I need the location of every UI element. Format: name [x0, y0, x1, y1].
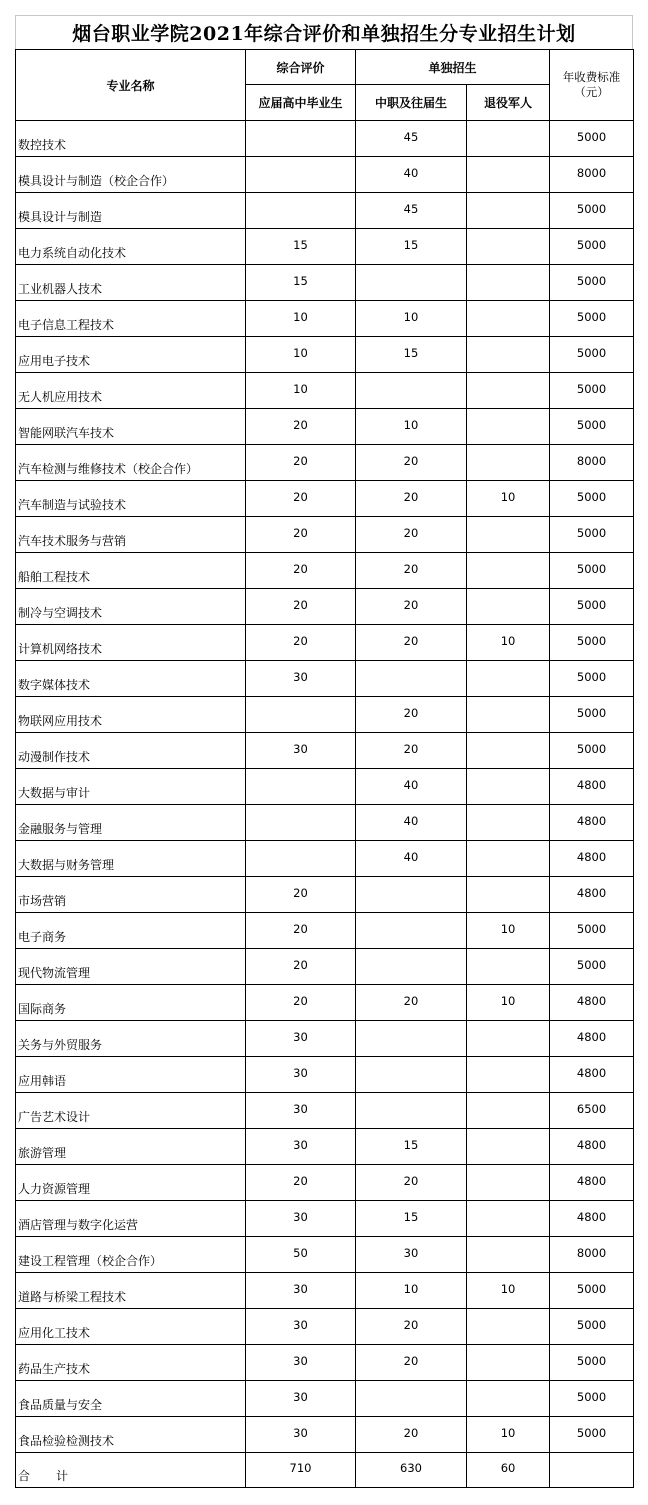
page-title: 烟台职业学院2021年综合评价和单独招生分专业招生计划: [72, 23, 576, 45]
veterans-cell: [467, 1201, 550, 1237]
table-row: [16, 445, 634, 481]
header-hs-grads: 应届高中毕业生: [246, 85, 356, 121]
voc-grads-cell: 20: [356, 733, 467, 769]
major-name-cell: 物联网应用技术: [16, 697, 246, 733]
fee-cell: 8000: [550, 1237, 634, 1273]
table-row: [16, 229, 634, 265]
voc-grads-cell: 20: [356, 445, 467, 481]
fee-cell: 4800: [550, 841, 634, 877]
major-name-cell: 制冷与空调技术: [16, 589, 246, 625]
fee-cell: 5000: [550, 1273, 634, 1309]
major-name-cell: 计算机网络技术: [16, 625, 246, 661]
veterans-cell: [467, 445, 550, 481]
voc-grads-cell: 45: [356, 121, 467, 157]
table-row: [16, 697, 634, 733]
fee-cell: 5000: [550, 265, 634, 301]
fee-cell: 5000: [550, 697, 634, 733]
table-row: [16, 1165, 634, 1201]
voc-grads-cell: [356, 877, 467, 913]
comprehensive-cell: 15: [246, 265, 356, 301]
comprehensive-cell: 15: [246, 229, 356, 265]
table-row: [16, 625, 634, 661]
voc-grads-cell: 20: [356, 697, 467, 733]
table-row: [16, 1237, 634, 1273]
major-name-cell: 电子商务: [16, 913, 246, 949]
veterans-cell: 10: [467, 625, 550, 661]
table-row: [16, 1417, 634, 1453]
comprehensive-cell: 10: [246, 337, 356, 373]
veterans-cell: [467, 661, 550, 697]
comprehensive-cell: 30: [246, 1417, 356, 1453]
comprehensive-cell: [246, 805, 356, 841]
veterans-cell: [467, 769, 550, 805]
major-name-cell: 市场营销: [16, 877, 246, 913]
comprehensive-cell: 20: [246, 409, 356, 445]
veterans-cell: [467, 589, 550, 625]
veterans-cell: [467, 157, 550, 193]
voc-grads-cell: 10: [356, 409, 467, 445]
major-name-cell: 现代物流管理: [16, 949, 246, 985]
table-body: [16, 121, 634, 1488]
fee-cell: 5000: [550, 733, 634, 769]
major-name-cell: 广告艺术设计: [16, 1093, 246, 1129]
veterans-cell: 10: [467, 913, 550, 949]
fee-cell: 5000: [550, 229, 634, 265]
fee-cell: 5000: [550, 409, 634, 445]
total-row: [16, 1453, 634, 1488]
header-fee-line2: （元）: [574, 85, 609, 99]
total-fee: [550, 1453, 634, 1488]
header-veterans: 退役军人: [467, 85, 550, 121]
comprehensive-cell: 20: [246, 517, 356, 553]
fee-cell: 5000: [550, 517, 634, 553]
voc-grads-cell: 20: [356, 517, 467, 553]
total-voc: 630: [356, 1453, 467, 1488]
comprehensive-cell: 50: [246, 1237, 356, 1273]
fee-cell: 5000: [550, 553, 634, 589]
table-row: [16, 661, 634, 697]
voc-grads-cell: 40: [356, 769, 467, 805]
total-comprehensive: 710: [246, 1453, 356, 1488]
voc-grads-cell: 40: [356, 841, 467, 877]
comprehensive-cell: 20: [246, 913, 356, 949]
comprehensive-cell: 20: [246, 589, 356, 625]
enrollment-plan-table: [15, 49, 634, 1488]
voc-grads-cell: 45: [356, 193, 467, 229]
veterans-cell: [467, 805, 550, 841]
major-name-cell: 酒店管理与数字化运营: [16, 1201, 246, 1237]
fee-cell: 5000: [550, 481, 634, 517]
table-row: [16, 157, 634, 193]
total-label-1: 合: [18, 1469, 31, 1483]
fee-cell: 4800: [550, 877, 634, 913]
veterans-cell: [467, 409, 550, 445]
major-name-cell: 汽车技术服务与营销: [16, 517, 246, 553]
fee-cell: 5000: [550, 337, 634, 373]
fee-cell: 5000: [550, 913, 634, 949]
comprehensive-cell: 30: [246, 1381, 356, 1417]
voc-grads-cell: 20: [356, 481, 467, 517]
header-comprehensive: 综合评价: [246, 50, 356, 85]
major-name-cell: 金融服务与管理: [16, 805, 246, 841]
major-name-cell: 关务与外贸服务: [16, 1021, 246, 1057]
header-single: 单独招生: [356, 50, 550, 85]
table-row: [16, 949, 634, 985]
comprehensive-cell: 20: [246, 553, 356, 589]
veterans-cell: [467, 697, 550, 733]
veterans-cell: [467, 1381, 550, 1417]
table-row: [16, 301, 634, 337]
major-name-cell: 汽车制造与试验技术: [16, 481, 246, 517]
table-row: [16, 805, 634, 841]
fee-cell: 6500: [550, 1093, 634, 1129]
fee-cell: 4800: [550, 1201, 634, 1237]
major-name-cell: 应用化工技术: [16, 1309, 246, 1345]
voc-grads-cell: [356, 913, 467, 949]
table-row: [16, 1129, 634, 1165]
veterans-cell: [467, 1309, 550, 1345]
table-row: [16, 589, 634, 625]
veterans-cell: [467, 1021, 550, 1057]
fee-cell: 5000: [550, 1309, 634, 1345]
veterans-cell: 10: [467, 985, 550, 1021]
fee-cell: 5000: [550, 661, 634, 697]
header-fee: [550, 50, 634, 121]
veterans-cell: 10: [467, 1417, 550, 1453]
comprehensive-cell: [246, 121, 356, 157]
voc-grads-cell: [356, 949, 467, 985]
veterans-cell: [467, 1129, 550, 1165]
fee-cell: 5000: [550, 193, 634, 229]
table-row: [16, 1273, 634, 1309]
table-row: [16, 517, 634, 553]
voc-grads-cell: 40: [356, 157, 467, 193]
table-row: [16, 1381, 634, 1417]
voc-grads-cell: [356, 1381, 467, 1417]
major-name-cell: 工业机器人技术: [16, 265, 246, 301]
fee-cell: 4800: [550, 1129, 634, 1165]
table-row: [16, 769, 634, 805]
comprehensive-cell: 20: [246, 877, 356, 913]
table-row: [16, 553, 634, 589]
comprehensive-cell: 30: [246, 1021, 356, 1057]
voc-grads-cell: [356, 373, 467, 409]
comprehensive-cell: 30: [246, 1345, 356, 1381]
fee-cell: 5000: [550, 373, 634, 409]
table-row: [16, 1021, 634, 1057]
veterans-cell: [467, 517, 550, 553]
title-box: [15, 15, 633, 49]
fee-cell: 5000: [550, 121, 634, 157]
total-label: [16, 1453, 246, 1488]
major-name-cell: 食品质量与安全: [16, 1381, 246, 1417]
table-row: [16, 1201, 634, 1237]
header-voc-grads: 中职及往届生: [356, 85, 467, 121]
voc-grads-cell: 10: [356, 301, 467, 337]
table-row: [16, 1093, 634, 1129]
voc-grads-cell: 20: [356, 985, 467, 1021]
fee-cell: 5000: [550, 625, 634, 661]
table-header: [16, 50, 634, 121]
comprehensive-cell: 20: [246, 481, 356, 517]
voc-grads-cell: [356, 1057, 467, 1093]
voc-grads-cell: 20: [356, 625, 467, 661]
table-row: [16, 877, 634, 913]
veterans-cell: 10: [467, 1273, 550, 1309]
major-name-cell: 食品检验检测技术: [16, 1417, 246, 1453]
veterans-cell: [467, 949, 550, 985]
table-row: [16, 1309, 634, 1345]
table-row: [16, 121, 634, 157]
voc-grads-cell: 10: [356, 1273, 467, 1309]
voc-grads-cell: [356, 1093, 467, 1129]
major-name-cell: 模具设计与制造（校企合作）: [16, 157, 246, 193]
table-row: [16, 265, 634, 301]
comprehensive-cell: 10: [246, 301, 356, 337]
major-name-cell: 动漫制作技术: [16, 733, 246, 769]
fee-cell: 4800: [550, 1165, 634, 1201]
major-name-cell: 旅游管理: [16, 1129, 246, 1165]
major-name-cell: 电力系统自动化技术: [16, 229, 246, 265]
major-name-cell: 大数据与审计: [16, 769, 246, 805]
voc-grads-cell: 20: [356, 1309, 467, 1345]
comprehensive-cell: 20: [246, 949, 356, 985]
voc-grads-cell: 15: [356, 337, 467, 373]
fee-cell: 5000: [550, 301, 634, 337]
major-name-cell: 船舶工程技术: [16, 553, 246, 589]
veterans-cell: [467, 1165, 550, 1201]
comprehensive-cell: 30: [246, 1201, 356, 1237]
veterans-cell: [467, 301, 550, 337]
voc-grads-cell: 20: [356, 553, 467, 589]
table-row: [16, 193, 634, 229]
voc-grads-cell: 20: [356, 589, 467, 625]
veterans-cell: [467, 265, 550, 301]
table-row: [16, 1057, 634, 1093]
comprehensive-cell: 30: [246, 733, 356, 769]
comprehensive-cell: 30: [246, 1129, 356, 1165]
header-major: 专业名称: [16, 50, 246, 121]
fee-cell: 8000: [550, 445, 634, 481]
fee-cell: 5000: [550, 1417, 634, 1453]
comprehensive-cell: [246, 697, 356, 733]
veterans-cell: [467, 1057, 550, 1093]
fee-cell: 4800: [550, 805, 634, 841]
major-name-cell: 电子信息工程技术: [16, 301, 246, 337]
voc-grads-cell: 30: [356, 1237, 467, 1273]
total-label-2: 计: [56, 1469, 69, 1483]
veterans-cell: [467, 733, 550, 769]
voc-grads-cell: 20: [356, 1417, 467, 1453]
voc-grads-cell: [356, 265, 467, 301]
veterans-cell: [467, 841, 550, 877]
table-row: [16, 337, 634, 373]
voc-grads-cell: 20: [356, 1345, 467, 1381]
voc-grads-cell: 40: [356, 805, 467, 841]
table-row: [16, 733, 634, 769]
major-name-cell: 国际商务: [16, 985, 246, 1021]
comprehensive-cell: 10: [246, 373, 356, 409]
comprehensive-cell: 20: [246, 1165, 356, 1201]
fee-cell: 4800: [550, 1021, 634, 1057]
voc-grads-cell: [356, 1021, 467, 1057]
fee-cell: 5000: [550, 589, 634, 625]
major-name-cell: 建设工程管理（校企合作）: [16, 1237, 246, 1273]
major-name-cell: 汽车检测与维修技术（校企合作）: [16, 445, 246, 481]
veterans-cell: [467, 193, 550, 229]
fee-cell: 5000: [550, 1381, 634, 1417]
voc-grads-cell: 15: [356, 1201, 467, 1237]
table-row: [16, 841, 634, 877]
veterans-cell: [467, 1237, 550, 1273]
veterans-cell: [467, 337, 550, 373]
table-row: [16, 913, 634, 949]
comprehensive-cell: 30: [246, 1093, 356, 1129]
comprehensive-cell: [246, 193, 356, 229]
header-fee-line1: 年收费标准: [562, 70, 621, 84]
comprehensive-cell: 30: [246, 1309, 356, 1345]
veterans-cell: [467, 553, 550, 589]
fee-cell: 5000: [550, 949, 634, 985]
table-row: [16, 373, 634, 409]
comprehensive-cell: [246, 841, 356, 877]
veterans-cell: [467, 1093, 550, 1129]
veterans-cell: [467, 373, 550, 409]
comprehensive-cell: 20: [246, 625, 356, 661]
table-row: [16, 985, 634, 1021]
major-name-cell: 应用韩语: [16, 1057, 246, 1093]
major-name-cell: 人力资源管理: [16, 1165, 246, 1201]
comprehensive-cell: 30: [246, 1057, 356, 1093]
voc-grads-cell: 15: [356, 229, 467, 265]
fee-cell: 4800: [550, 1057, 634, 1093]
table-row: [16, 1345, 634, 1381]
fee-cell: 8000: [550, 157, 634, 193]
major-name-cell: 智能网联汽车技术: [16, 409, 246, 445]
major-name-cell: 大数据与财务管理: [16, 841, 246, 877]
veterans-cell: 10: [467, 481, 550, 517]
major-name-cell: 无人机应用技术: [16, 373, 246, 409]
major-name-cell: 药品生产技术: [16, 1345, 246, 1381]
comprehensive-cell: 30: [246, 1273, 356, 1309]
fee-cell: 5000: [550, 1345, 634, 1381]
veterans-cell: [467, 877, 550, 913]
major-name-cell: 数字媒体技术: [16, 661, 246, 697]
veterans-cell: [467, 1345, 550, 1381]
table-row: [16, 409, 634, 445]
voc-grads-cell: 15: [356, 1129, 467, 1165]
table-row: [16, 481, 634, 517]
veterans-cell: [467, 229, 550, 265]
total-veterans: 60: [467, 1453, 550, 1488]
major-name-cell: 道路与桥梁工程技术: [16, 1273, 246, 1309]
comprehensive-cell: 20: [246, 445, 356, 481]
fee-cell: 4800: [550, 985, 634, 1021]
comprehensive-cell: [246, 769, 356, 805]
major-name-cell: 数控技术: [16, 121, 246, 157]
comprehensive-cell: 20: [246, 985, 356, 1021]
veterans-cell: [467, 121, 550, 157]
comprehensive-cell: [246, 157, 356, 193]
fee-cell: 4800: [550, 769, 634, 805]
voc-grads-cell: [356, 661, 467, 697]
comprehensive-cell: 30: [246, 661, 356, 697]
major-name-cell: 模具设计与制造: [16, 193, 246, 229]
major-name-cell: 应用电子技术: [16, 337, 246, 373]
voc-grads-cell: 20: [356, 1165, 467, 1201]
